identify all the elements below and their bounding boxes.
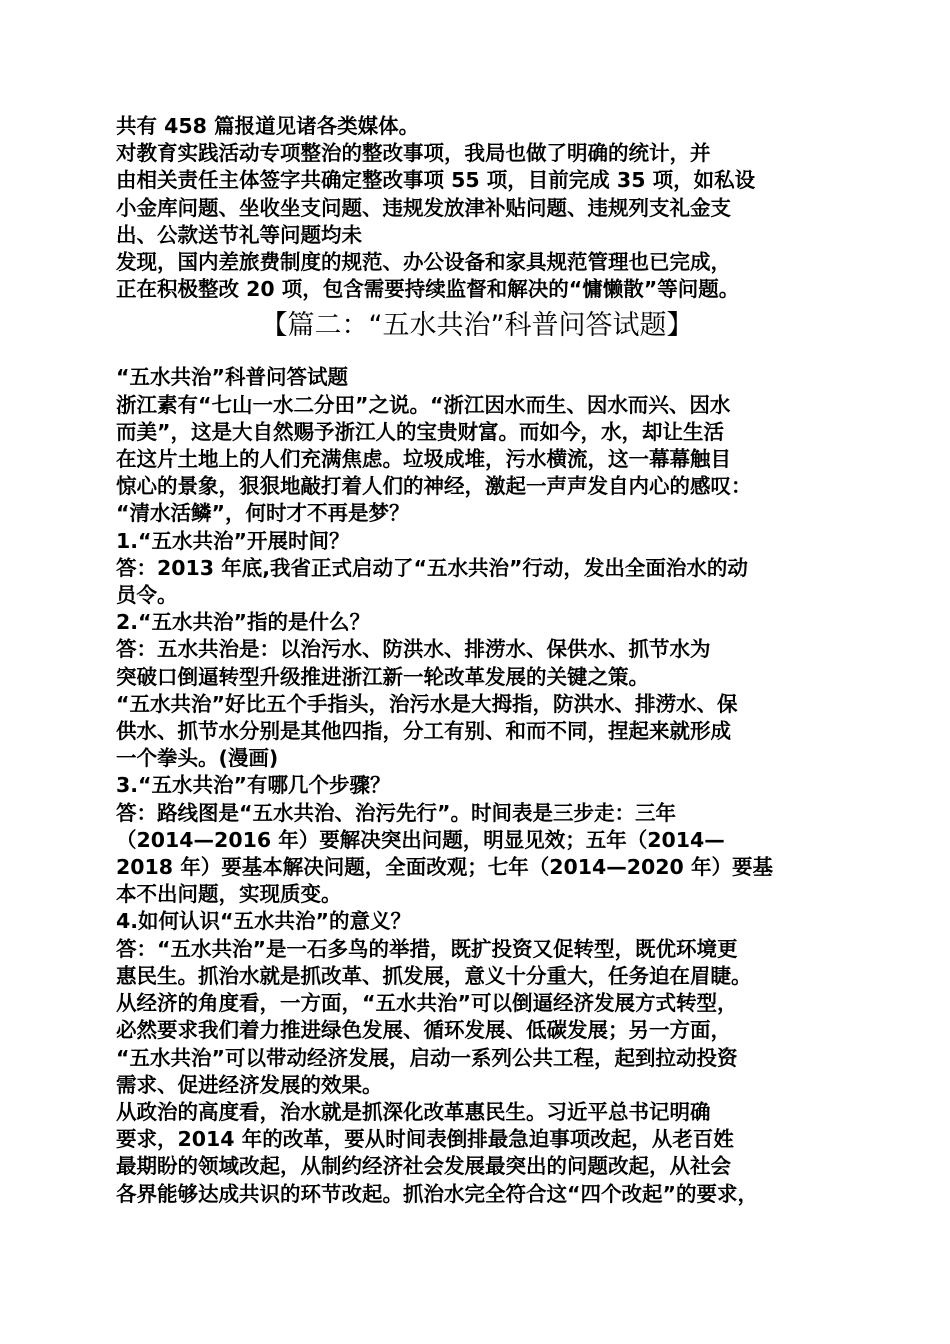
text-line: “五水共治”好比五个手指头，治污水是大拇指，防洪水、排涝水、保 — [116, 691, 738, 716]
answer-line: 答：“五水共治”是一石多鸟的举措，既扩投资又促转型，既优环境更 — [116, 936, 738, 961]
text-line: 要求，2014 年的改革，要从时间表倒排最急迫事项改起，从老百姓 — [116, 1127, 734, 1152]
text-line: 在这片土地上的人们充满焦虑。垃圾成堆，污水横流，这一幕幕触目 — [116, 447, 731, 472]
text-line: 一个拳头。(漫画) — [116, 746, 279, 771]
text-line: 必然要求我们着力推进绿色发展、循环发展、低碳发展；另一方面， — [116, 1018, 731, 1043]
text-line: 员令。 — [116, 583, 178, 608]
quiz-title: “五水共治”科普问答试题 — [116, 365, 348, 390]
text-line: 最期盼的领域改起，从制约经济社会发展最突出的问题改起，从社会 — [116, 1154, 731, 1179]
text-line: 对教育实践活动专项整治的整改事项，我局也做了明确的统计，并 — [116, 141, 711, 166]
document-page — [116, 113, 838, 1208]
question-2: 2.“五水共治”指的是什么？ — [116, 610, 370, 635]
text-line: 发现，国内差旅费制度的规范、办公设备和家具规范管理也已完成， — [116, 250, 731, 275]
answer-line: 答：五水共治是：以治污水、防洪水、排涝水、保供水、抓节水为 — [116, 637, 711, 662]
text-line: “清水活鳞”，何时才不再是梦？ — [116, 501, 410, 526]
text-line: 浙江素有“七山一水二分田”之说。“浙江因水而生、因水而兴、因水 — [116, 392, 731, 417]
answer-line: 答：2013 年底,我省正式启动了“五水共治”行动，发出全面治水的动 — [116, 555, 748, 580]
text-line: （2014—2016 年）要解决突出问题，明显见效；五年（2014— — [116, 827, 725, 852]
text-line: 供水、抓节水分别是其他四指，分工有别、和而不同，捏起来就形成 — [116, 719, 731, 744]
text-line: 从经济的角度看，一方面，“五水共治”可以倒逼经济发展方式转型， — [116, 991, 738, 1016]
text-line: “五水共治”可以带动经济发展，启动一系列公共工程，起到拉动投资 — [116, 1045, 738, 1070]
text-line: 2018 年）要基本解决问题，全面改观；七年（2014—2020 年）要基 — [116, 855, 773, 880]
text-line: 小金库问题、坐收坐支问题、违规发放津补贴问题、违规列支礼金支 — [116, 195, 731, 220]
question-1: 1.“五水共治”开展时间？ — [116, 528, 350, 553]
question-3: 3.“五水共治”有哪几个步骤？ — [116, 773, 391, 798]
text-line: 需求、促进经济发展的效果。 — [116, 1072, 383, 1097]
text-line: 本不出问题，实现质变。 — [116, 882, 342, 907]
text-line: 正在积极整改 20 项，包含需要持续监督和解决的“慵懒散”等问题。 — [116, 277, 740, 302]
text-line: 由相关责任主体签字共确定整改事项 55 项，目前完成 35 项，如私设 — [116, 168, 756, 193]
text-line: 惊心的景象，狠狠地敲打着人们的神经，激起一声声发自内心的感叹： — [116, 474, 752, 499]
top-paragraphs — [116, 113, 838, 303]
text-line: 共有 458 篇报道见诸各类媒体。 — [116, 114, 420, 138]
text-line: 各界能够达成共识的环节改起。抓治水完全符合这“四个改起”的要求， — [116, 1181, 758, 1206]
text-line: 而美”，这是大自然赐予浙江人的宝贵财富。而如今，水，却让生活 — [116, 419, 724, 444]
body-paragraphs — [116, 364, 838, 1207]
answer-line: 答：路线图是“五水共治、治污先行”。时间表是三步走：三年 — [116, 800, 676, 825]
text-line: 突破口倒逼转型升级推进浙江新一轮改革发展的关键之策。 — [116, 664, 649, 689]
text-line: 出、公款送节礼等问题均未 — [116, 222, 362, 247]
text-line: 从政治的高度看，治水就是抓深化改革惠民生。习近平总书记明确 — [116, 1099, 711, 1124]
question-4: 4.如何认识“五水共治”的意义？ — [116, 909, 411, 934]
section-title: 【篇二：“五水共治”科普问答试题】 — [260, 310, 694, 342]
text-line: 惠民生。抓治水就是抓改革、抓发展，意义十分重大，任务迫在眉睫。 — [116, 963, 752, 988]
